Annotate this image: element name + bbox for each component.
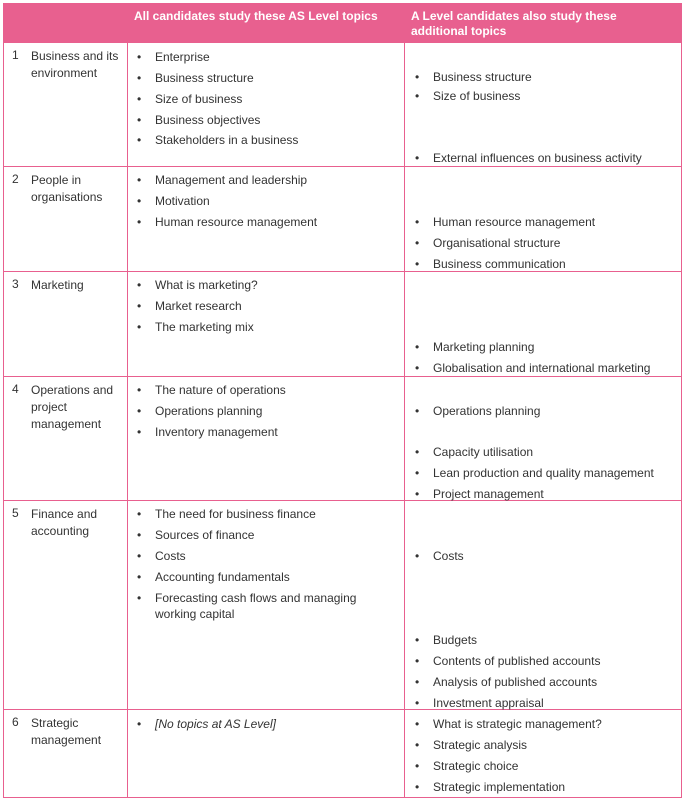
list-item: • What is marketing? xyxy=(137,278,258,292)
as-topics-cell xyxy=(127,501,405,709)
topic-number: 3 xyxy=(12,277,19,291)
a-level-topics-cell xyxy=(405,167,681,271)
table-row xyxy=(3,272,682,377)
list-item: • The nature of operations xyxy=(137,383,286,397)
list-item: • Business structure xyxy=(415,70,532,84)
list-item: • What is strategic management? xyxy=(415,717,602,731)
table-row xyxy=(3,710,682,798)
a-level-topics-cell xyxy=(405,501,681,709)
list-item: • Costs xyxy=(137,549,186,563)
header-col2: All candidates study these AS Level topics xyxy=(134,9,378,23)
list-item: • Organisational structure xyxy=(415,236,561,250)
list-item: • Marketing planning xyxy=(415,340,535,354)
table-header xyxy=(3,3,682,43)
topic-title: Finance and accounting xyxy=(31,507,98,538)
list-item: • Operations planning xyxy=(415,404,541,418)
as-topics-cell xyxy=(127,710,405,797)
list-item: • Costs xyxy=(415,549,464,563)
list-item: • Accounting fundamentals xyxy=(137,570,290,584)
list-item: • Human resource management xyxy=(137,215,318,229)
table-row xyxy=(3,167,682,272)
list-item: • Strategic analysis xyxy=(415,738,528,752)
as-topics-cell xyxy=(127,377,405,500)
topic-number: 5 xyxy=(12,506,19,520)
topic-title: Business and its environment xyxy=(31,49,119,80)
a-level-topics-cell xyxy=(405,43,681,166)
topic-cell xyxy=(4,43,128,166)
list-item: • Operations planning xyxy=(137,404,263,418)
list-item: • Enterprise xyxy=(137,50,210,64)
list-item: • Contents of published accounts xyxy=(415,654,601,668)
list-item: • Market research xyxy=(137,299,242,313)
list-item: • Business objectives xyxy=(137,113,261,127)
list-item: • Motivation xyxy=(137,194,210,208)
list-item: • Globalisation and international marketing xyxy=(415,361,651,375)
list-item: • Human resource management xyxy=(415,215,596,229)
table-row xyxy=(3,501,682,710)
topic-cell xyxy=(4,167,128,271)
list-item: • Forecasting cash flows and managing working capital xyxy=(137,591,357,621)
list-item: • Management and leadership xyxy=(137,173,308,187)
topic-cell xyxy=(4,501,128,709)
list-item: • Strategic implementation xyxy=(415,780,566,794)
topic-cell xyxy=(4,377,128,500)
list-item: • Capacity utilisation xyxy=(415,445,534,459)
list-item: • Budgets xyxy=(415,633,478,647)
list-item: • Business structure xyxy=(137,71,254,85)
list-item: • Size of business xyxy=(137,92,243,106)
list-item: • Inventory management xyxy=(137,425,278,439)
a-level-topics-cell xyxy=(405,377,681,500)
a-level-topics-cell xyxy=(405,272,681,376)
as-topics-cell xyxy=(127,43,405,166)
list-item: • Size of business xyxy=(415,89,521,103)
list-item: • The need for business finance xyxy=(137,507,316,521)
list-item: • Strategic choice xyxy=(415,759,519,773)
topic-title: Marketing xyxy=(31,278,84,292)
list-item: • The marketing mix xyxy=(137,320,254,334)
topic-number: 1 xyxy=(12,48,19,62)
topic-number: 2 xyxy=(12,172,19,186)
header-col3: A Level candidates also study these additional topics xyxy=(411,9,617,38)
as-topics-cell xyxy=(127,272,405,376)
list-item: • Investment appraisal xyxy=(415,696,544,710)
list-item: • Analysis of published accounts xyxy=(415,675,598,689)
list-item: • Sources of finance xyxy=(137,528,255,542)
list-item: • External influences on business activity xyxy=(415,151,642,165)
topic-number: 4 xyxy=(12,382,19,396)
list-item: • [No topics at AS Level] xyxy=(137,717,276,731)
table-row xyxy=(3,43,682,167)
topic-title: Operations and project management xyxy=(31,383,114,431)
a-level-topics-cell xyxy=(405,710,681,797)
list-item: • Lean production and quality management xyxy=(415,466,654,480)
topic-cell xyxy=(4,272,128,376)
topic-cell xyxy=(4,710,128,797)
topic-title: Strategic management xyxy=(31,716,102,747)
list-item: • Stakeholders in a business xyxy=(137,133,299,147)
topic-number: 6 xyxy=(12,715,19,729)
table-row xyxy=(3,377,682,501)
list-item: • Business communication xyxy=(415,257,566,271)
topic-title: People in organisations xyxy=(31,173,103,204)
list-item: • Project management xyxy=(415,487,544,501)
as-topics-cell xyxy=(127,167,405,271)
